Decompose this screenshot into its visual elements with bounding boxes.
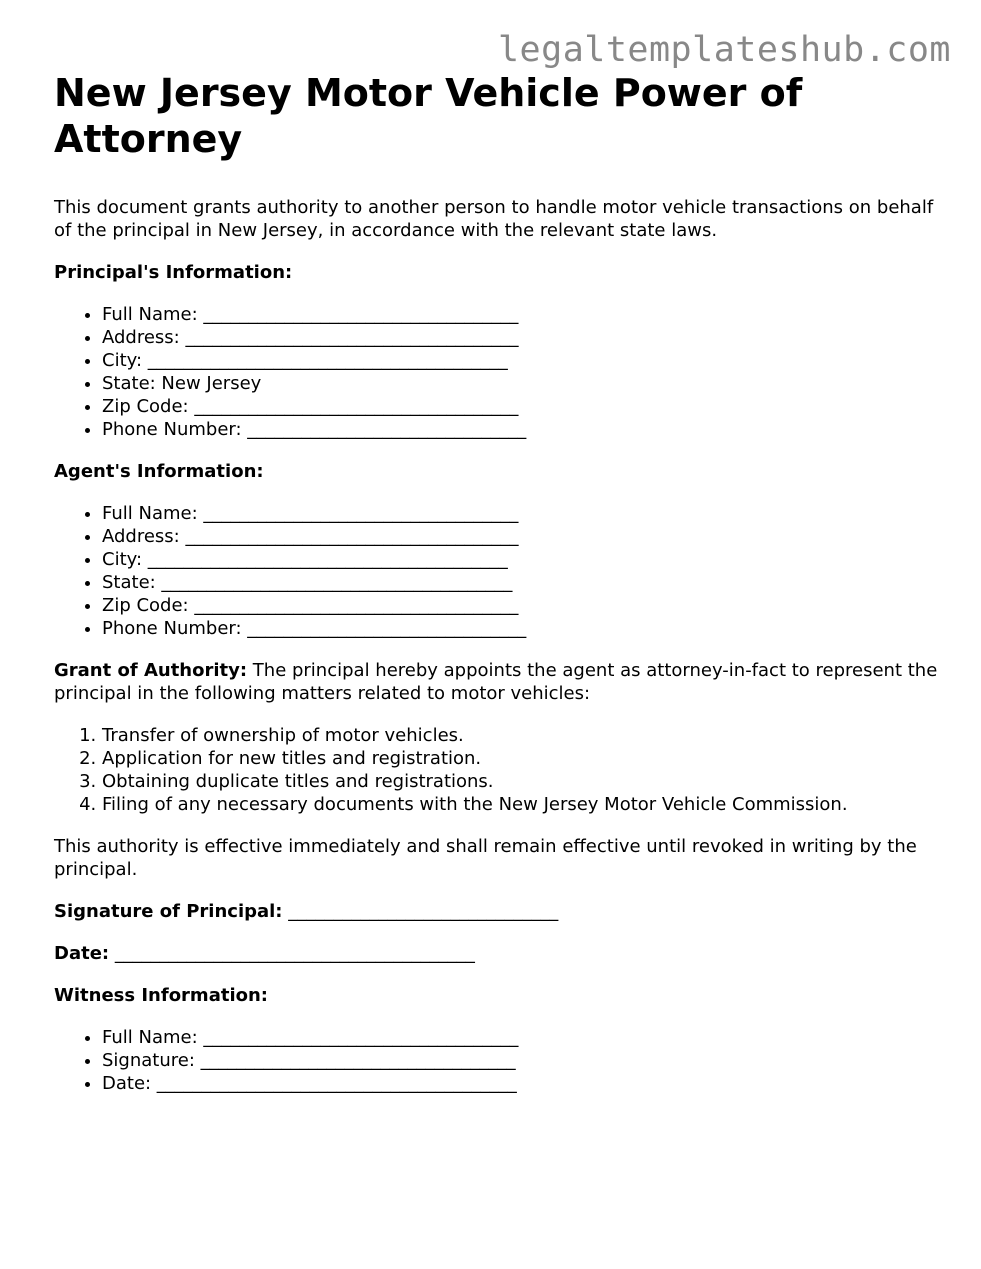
agent-full-name-field[interactable]: • Full Name: ___________________________________	[102, 502, 944, 525]
principal-full-name-field[interactable]: • Full Name: ___________________________________	[102, 303, 944, 326]
agent-city-field[interactable]: • City: ________________________________________	[102, 548, 944, 571]
authority-item: 1. Transfer of ownership of motor vehicles.	[102, 724, 944, 747]
agent-state-field[interactable]: • State: _______________________________________	[102, 571, 944, 594]
principal-fields	[54, 303, 944, 441]
grant-label: Grant of Authority:	[54, 660, 248, 681]
agent-zip-field[interactable]: • Zip Code: ____________________________________	[102, 594, 944, 617]
authority-item: 3. Obtaining duplicate titles and registrations.	[102, 770, 944, 793]
authority-item: 2. Application for new titles and registration.	[102, 747, 944, 770]
document-page	[54, 70, 944, 1095]
grant-text: The principal hereby appoints the agent as attorney-in-fact to represent the principal in the following matters related to motor vehicles:	[54, 660, 938, 704]
authority-item: 4. Filing of any necessary documents with the New Jersey Motor Vehicle Commission.	[102, 793, 944, 816]
document-title: New Jersey Motor Vehicle Power of Attorney	[54, 71, 803, 161]
principal-address-field[interactable]: • Address: _____________________________________	[102, 326, 944, 349]
date-label: Date:	[54, 943, 110, 964]
grant-of-authority	[54, 659, 944, 705]
agent-address-field[interactable]: • Address: _____________________________________	[102, 525, 944, 548]
witness-heading: Witness Information:	[54, 985, 268, 1006]
witness-full-name-field[interactable]: • Full Name: ___________________________________	[102, 1026, 944, 1049]
principal-heading: Principal's Information:	[54, 262, 293, 283]
date-blank[interactable]: ________________________________________	[109, 943, 475, 964]
principal-state-field: • State: New Jersey	[102, 372, 944, 395]
witness-fields	[54, 1026, 944, 1095]
witness-signature-field[interactable]: • Signature: ___________________________________	[102, 1049, 944, 1072]
agent-phone-field[interactable]: • Phone Number: _______________________________	[102, 617, 944, 640]
authority-list	[54, 724, 944, 816]
principal-city-field[interactable]: • City: ________________________________________	[102, 349, 944, 372]
witness-date-field[interactable]: • Date: ________________________________________	[102, 1072, 944, 1095]
principal-signature-line	[54, 900, 944, 923]
agent-heading: Agent's Information:	[54, 461, 264, 482]
principal-phone-field[interactable]: • Phone Number: _______________________________	[102, 418, 944, 441]
agent-fields	[54, 502, 944, 640]
date-line	[54, 942, 944, 965]
principal-zip-field[interactable]: • Zip Code: ____________________________________	[102, 395, 944, 418]
principal-signature-label: Signature of Principal:	[54, 901, 283, 922]
principal-signature-blank[interactable]: ______________________________	[282, 901, 559, 922]
watermark: legaltemplateshub.com	[497, 30, 951, 70]
effective-paragraph: This authority is effective immediately and shall remain effective until revoked in writing by the principal.	[54, 836, 917, 880]
intro-paragraph: This document grants authority to another person to handle motor vehicle transactions on behalf of the principal in New Jersey, in accordance with the relevant state laws.	[54, 197, 934, 241]
